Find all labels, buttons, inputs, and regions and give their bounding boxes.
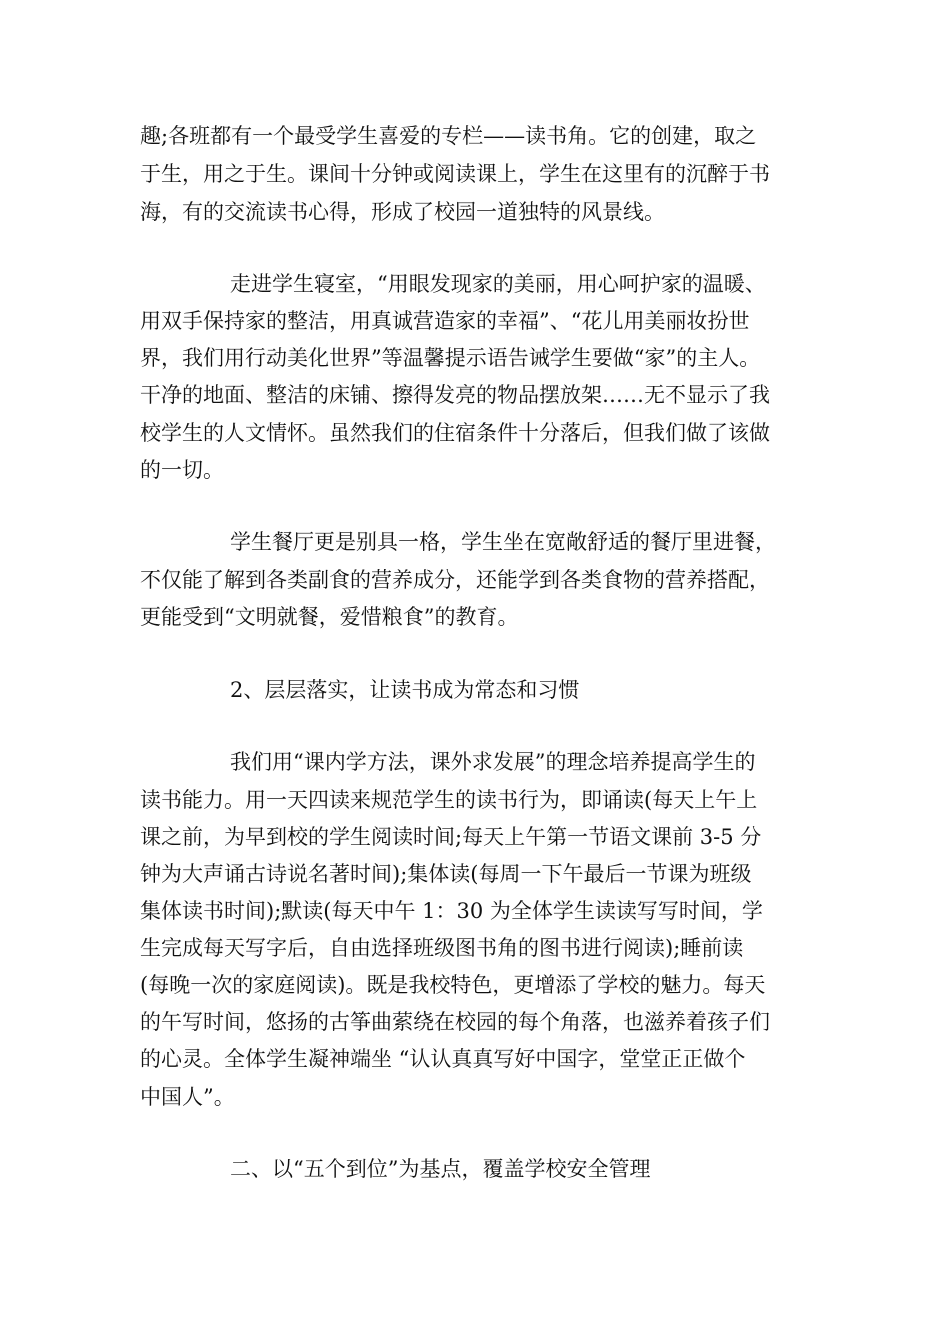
text-line: 我们用“课内学方法，课外求发展”的理念培养提高学生的 [230, 750, 756, 774]
text-line: 学生餐厅更是别具一格，学生坐在宽敞舒适的餐厅里进餐， [230, 530, 776, 554]
text-line: 趣;各班都有一个最受学生喜爱的专栏——读书角。它的创建，取之 [140, 124, 757, 148]
text-line: 中国人”。 [140, 1085, 235, 1109]
text-line: 的心灵。全体学生凝神端坐 “认认真真写好中国字，堂堂正正做个 [140, 1047, 746, 1071]
text-line: 用双手保持家的整洁，用真诚营造家的幸福”、“花儿用美丽妆扮世 [140, 309, 750, 333]
text-line: 生完成每天写字后，自由选择班级图书角的图书进行阅读);睡前读 [140, 936, 744, 960]
text-line: 校学生的人文情怀。虽然我们的住宿条件十分落后，但我们做了该做 [140, 421, 770, 445]
text-line: 集体读书时间);默读(每天中午 1：30 为全体学生读读写写时间，学 [140, 899, 763, 923]
text-line: (每晚一次的家庭阅读)。既是我校特色，更增添了学校的魅力。每天 [140, 973, 766, 997]
text-line: 的一切。 [140, 458, 224, 482]
text-line: 不仅能了解到各类副食的营养成分，还能学到各类食物的营养搭配， [140, 568, 770, 592]
text-line: 走进学生寝室，“用眼发现家的美丽，用心呵护家的温暖、 [230, 272, 766, 296]
text-line: 钟为大声诵古诗说名著时间);集体读(每周一下午最后一节课为班级 [140, 862, 752, 886]
text-line: 读书能力。用一天四读来规范学生的读书行为，即诵读(每天上午上 [140, 788, 758, 812]
text-line: 更能受到“文明就餐，爱惜粮食”的教育。 [140, 605, 519, 629]
text-line: 界，我们用行动美化世界”等温馨提示语告诫学生要做“家”的主人。 [140, 346, 761, 370]
text-line: 课之前，为早到校的学生阅读时间;每天上午第一节语文课前 3-5 分 [140, 825, 762, 849]
text-line: 海，有的交流读书心得，形成了校园一道独特的风景线。 [140, 200, 665, 224]
text-line: 干净的地面、整洁的床铺、擦得发亮的物品摆放架……无不显示了我 [140, 383, 770, 407]
text-line: 于生，用之于生。课间十分钟或阅读课上，学生在这里有的沉醉于书 [140, 162, 770, 186]
section-heading: 2、层层落实，让读书成为常态和习惯 [230, 678, 580, 702]
text-line: 的午写时间，悠扬的古筝曲萦绕在校园的每个角落，也滋养着孩子们 [140, 1010, 770, 1034]
section-heading: 二、以“五个到位”为基点，覆盖学校安全管理 [230, 1157, 651, 1181]
